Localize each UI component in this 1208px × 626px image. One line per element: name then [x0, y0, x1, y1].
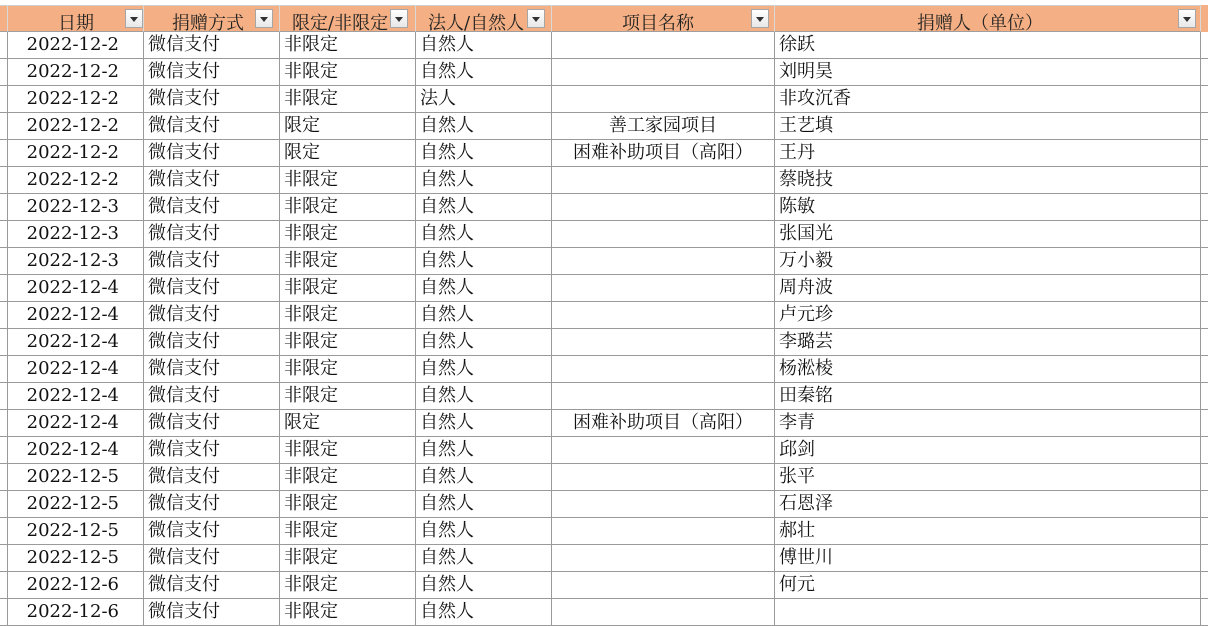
row-edge-cell — [0, 221, 8, 248]
table-row — [0, 248, 1208, 275]
date-cell[interactable]: 2022-12-2 — [8, 86, 144, 113]
header-donor[interactable] — [775, 5, 1201, 32]
restriction-cell[interactable]: 非限定 — [280, 329, 416, 356]
row-trailing-cell — [1201, 302, 1208, 329]
restriction-cell[interactable]: 限定 — [280, 140, 416, 167]
project-cell[interactable] — [552, 437, 775, 464]
entity-type-cell[interactable]: 自然人 — [416, 545, 552, 572]
project-cell[interactable] — [552, 491, 775, 518]
entity-type-cell[interactable]: 自然人 — [416, 437, 552, 464]
date-cell[interactable]: 2022-12-5 — [8, 545, 144, 572]
row-edge-cell — [0, 383, 8, 410]
row-edge-cell — [0, 59, 8, 86]
table-row — [0, 32, 1208, 59]
donor-cell[interactable]: 李璐芸 — [775, 329, 1201, 356]
method-cell[interactable]: 微信支付 — [144, 86, 280, 113]
project-cell[interactable] — [552, 302, 775, 329]
filter-dropdown-icon[interactable] — [1178, 9, 1196, 28]
restriction-cell[interactable]: 非限定 — [280, 86, 416, 113]
restriction-cell[interactable]: 非限定 — [280, 32, 416, 59]
method-cell[interactable]: 微信支付 — [144, 59, 280, 86]
filter-dropdown-icon[interactable] — [255, 9, 273, 28]
row-edge-cell — [0, 167, 8, 194]
table-row — [0, 140, 1208, 167]
header-donation-method[interactable] — [144, 5, 280, 32]
row-edge-cell — [0, 32, 8, 59]
table-row — [0, 572, 1208, 599]
filter-dropdown-icon[interactable] — [527, 9, 545, 28]
row-edge-cell — [0, 113, 8, 140]
header-project-name[interactable] — [552, 5, 775, 32]
method-cell[interactable]: 微信支付 — [144, 221, 280, 248]
donor-cell[interactable]: 刘明昊 — [775, 59, 1201, 86]
restriction-cell[interactable]: 非限定 — [280, 545, 416, 572]
project-cell[interactable] — [552, 383, 775, 410]
row-edge-cell — [0, 572, 8, 599]
donor-cell[interactable]: 王丹 — [775, 140, 1201, 167]
restriction-cell[interactable]: 非限定 — [280, 383, 416, 410]
row-trailing-cell — [1201, 167, 1208, 194]
table-row — [0, 221, 1208, 248]
project-cell[interactable] — [552, 329, 775, 356]
date-cell[interactable]: 2022-12-3 — [8, 194, 144, 221]
table-row — [0, 356, 1208, 383]
date-cell[interactable]: 2022-12-3 — [8, 248, 144, 275]
project-cell[interactable]: 困难补助项目（高阳） — [552, 140, 775, 167]
restriction-cell[interactable]: 非限定 — [280, 302, 416, 329]
table-row — [0, 599, 1208, 626]
restriction-cell[interactable]: 非限定 — [280, 194, 416, 221]
entity-type-cell[interactable]: 自然人 — [416, 302, 552, 329]
donor-cell[interactable]: 卢元珍 — [775, 302, 1201, 329]
table-row — [0, 167, 1208, 194]
row-edge-cell — [0, 356, 8, 383]
project-cell[interactable] — [552, 248, 775, 275]
row-trailing-cell — [1201, 491, 1208, 518]
row-trailing-cell — [1201, 572, 1208, 599]
entity-type-cell[interactable]: 自然人 — [416, 113, 552, 140]
donor-cell[interactable] — [775, 599, 1201, 626]
date-cell[interactable]: 2022-12-4 — [8, 356, 144, 383]
entity-type-cell[interactable]: 法人 — [416, 86, 552, 113]
method-cell[interactable]: 微信支付 — [144, 437, 280, 464]
filter-dropdown-icon[interactable] — [125, 9, 143, 28]
entity-type-cell[interactable]: 自然人 — [416, 518, 552, 545]
row-edge-cell — [0, 599, 8, 626]
date-cell[interactable]: 2022-12-4 — [8, 410, 144, 437]
date-cell[interactable]: 2022-12-5 — [8, 464, 144, 491]
date-cell[interactable]: 2022-12-5 — [8, 518, 144, 545]
method-cell[interactable]: 微信支付 — [144, 275, 280, 302]
table-row — [0, 545, 1208, 572]
row-trailing-cell — [1201, 464, 1208, 491]
row-trailing-cell — [1201, 410, 1208, 437]
table-row — [0, 194, 1208, 221]
date-cell[interactable]: 2022-12-2 — [8, 32, 144, 59]
project-cell[interactable] — [552, 356, 775, 383]
row-edge-cell — [0, 437, 8, 464]
method-cell[interactable]: 微信支付 — [144, 302, 280, 329]
header-project-name-label: 项目名称 — [622, 13, 694, 34]
header-date-label: 日期 — [58, 13, 94, 34]
entity-type-cell[interactable]: 自然人 — [416, 140, 552, 167]
donor-cell[interactable]: 非攻沉香 — [775, 86, 1201, 113]
restriction-cell[interactable]: 非限定 — [280, 275, 416, 302]
row-trailing-cell — [1201, 248, 1208, 275]
header-restriction[interactable] — [280, 5, 416, 32]
entity-type-cell[interactable]: 自然人 — [416, 194, 552, 221]
filter-dropdown-icon[interactable] — [751, 9, 769, 28]
method-cell[interactable]: 微信支付 — [144, 518, 280, 545]
row-trailing-cell — [1201, 518, 1208, 545]
header-edge-cell — [0, 5, 8, 32]
row-trailing-cell — [1201, 383, 1208, 410]
project-cell[interactable] — [552, 167, 775, 194]
method-cell[interactable]: 微信支付 — [144, 356, 280, 383]
header-donor-label: 捐赠人（单位） — [917, 13, 1043, 34]
project-cell[interactable] — [552, 518, 775, 545]
row-edge-cell — [0, 86, 8, 113]
method-cell[interactable]: 微信支付 — [144, 113, 280, 140]
entity-type-cell[interactable]: 自然人 — [416, 329, 552, 356]
method-cell[interactable]: 微信支付 — [144, 167, 280, 194]
table-row — [0, 275, 1208, 302]
entity-type-cell[interactable]: 自然人 — [416, 59, 552, 86]
date-cell[interactable]: 2022-12-4 — [8, 275, 144, 302]
row-trailing-cell — [1201, 194, 1208, 221]
row-edge-cell — [0, 140, 8, 167]
table-row — [0, 86, 1208, 113]
row-trailing-cell — [1201, 113, 1208, 140]
project-cell[interactable] — [552, 464, 775, 491]
restriction-cell[interactable]: 非限定 — [280, 248, 416, 275]
table-row — [0, 437, 1208, 464]
row-trailing-cell — [1201, 545, 1208, 572]
project-cell[interactable] — [552, 545, 775, 572]
donor-cell[interactable]: 蔡晓技 — [775, 167, 1201, 194]
method-cell[interactable]: 微信支付 — [144, 248, 280, 275]
table-row — [0, 518, 1208, 545]
project-cell[interactable] — [552, 572, 775, 599]
donor-cell[interactable]: 王艺填 — [775, 113, 1201, 140]
restriction-cell[interactable]: 非限定 — [280, 59, 416, 86]
table-row — [0, 410, 1208, 437]
restriction-cell[interactable]: 非限定 — [280, 491, 416, 518]
restriction-cell[interactable]: 限定 — [280, 113, 416, 140]
entity-type-cell[interactable]: 自然人 — [416, 383, 552, 410]
date-cell[interactable]: 2022-12-5 — [8, 491, 144, 518]
table-row — [0, 302, 1208, 329]
entity-type-cell[interactable]: 自然人 — [416, 221, 552, 248]
row-trailing-cell — [1201, 275, 1208, 302]
row-edge-cell — [0, 194, 8, 221]
date-cell[interactable]: 2022-12-3 — [8, 221, 144, 248]
table-row — [0, 329, 1208, 356]
row-trailing-cell — [1201, 59, 1208, 86]
row-trailing-cell — [1201, 599, 1208, 626]
header-entity-type-label: 法人/自然人 — [428, 13, 525, 34]
date-cell[interactable]: 2022-12-2 — [8, 167, 144, 194]
entity-type-cell[interactable]: 自然人 — [416, 599, 552, 626]
row-edge-cell — [0, 491, 8, 518]
restriction-cell[interactable]: 非限定 — [280, 599, 416, 626]
method-cell[interactable]: 微信支付 — [144, 383, 280, 410]
entity-type-cell[interactable]: 自然人 — [416, 464, 552, 491]
date-cell[interactable]: 2022-12-2 — [8, 59, 144, 86]
date-cell[interactable]: 2022-12-4 — [8, 383, 144, 410]
row-trailing-cell — [1201, 140, 1208, 167]
entity-type-cell[interactable]: 自然人 — [416, 32, 552, 59]
row-edge-cell — [0, 410, 8, 437]
entity-type-cell[interactable]: 自然人 — [416, 572, 552, 599]
restriction-cell[interactable]: 非限定 — [280, 518, 416, 545]
method-cell[interactable]: 微信支付 — [144, 599, 280, 626]
donor-cell[interactable]: 周舟波 — [775, 275, 1201, 302]
method-cell[interactable]: 微信支付 — [144, 329, 280, 356]
restriction-cell[interactable]: 限定 — [280, 410, 416, 437]
filter-dropdown-icon[interactable] — [390, 9, 408, 28]
row-trailing-cell — [1201, 329, 1208, 356]
row-edge-cell — [0, 302, 8, 329]
donor-cell[interactable]: 徐跃 — [775, 32, 1201, 59]
row-edge-cell — [0, 275, 8, 302]
entity-type-cell[interactable]: 自然人 — [416, 248, 552, 275]
method-cell[interactable]: 微信支付 — [144, 32, 280, 59]
date-cell[interactable]: 2022-12-4 — [8, 302, 144, 329]
method-cell[interactable]: 微信支付 — [144, 491, 280, 518]
header-donation-method-label: 捐赠方式 — [172, 13, 244, 34]
row-edge-cell — [0, 518, 8, 545]
donor-cell[interactable]: 杨淞棱 — [775, 356, 1201, 383]
table-row — [0, 113, 1208, 140]
header-row — [0, 5, 1208, 32]
row-trailing-cell — [1201, 32, 1208, 59]
donor-cell[interactable]: 郝壮 — [775, 518, 1201, 545]
row-edge-cell — [0, 248, 8, 275]
donor-cell[interactable]: 李青 — [775, 410, 1201, 437]
donor-cell[interactable]: 万小毅 — [775, 248, 1201, 275]
table-row — [0, 464, 1208, 491]
donor-cell[interactable]: 张国光 — [775, 221, 1201, 248]
project-cell[interactable]: 困难补助项目（高阳） — [552, 410, 775, 437]
donor-cell[interactable]: 田秦铭 — [775, 383, 1201, 410]
project-cell[interactable] — [552, 275, 775, 302]
entity-type-cell[interactable]: 自然人 — [416, 275, 552, 302]
project-cell[interactable] — [552, 59, 775, 86]
donor-cell[interactable]: 陈敏 — [775, 194, 1201, 221]
entity-type-cell[interactable]: 自然人 — [416, 410, 552, 437]
restriction-cell[interactable]: 非限定 — [280, 356, 416, 383]
row-trailing-cell — [1201, 356, 1208, 383]
date-cell[interactable]: 2022-12-2 — [8, 113, 144, 140]
entity-type-cell[interactable]: 自然人 — [416, 167, 552, 194]
donor-cell[interactable]: 石恩泽 — [775, 491, 1201, 518]
project-cell[interactable]: 善工家园项目 — [552, 113, 775, 140]
method-cell[interactable]: 微信支付 — [144, 572, 280, 599]
header-date[interactable] — [8, 5, 144, 32]
table-row — [0, 383, 1208, 410]
restriction-cell[interactable]: 非限定 — [280, 464, 416, 491]
donor-cell[interactable]: 何元 — [775, 572, 1201, 599]
donor-cell[interactable]: 张平 — [775, 464, 1201, 491]
project-cell[interactable] — [552, 194, 775, 221]
row-trailing-cell — [1201, 221, 1208, 248]
row-trailing-cell — [1201, 86, 1208, 113]
project-cell[interactable] — [552, 221, 775, 248]
restriction-cell[interactable]: 非限定 — [280, 437, 416, 464]
restriction-cell[interactable]: 非限定 — [280, 167, 416, 194]
header-restriction-label: 限定/非限定 — [292, 13, 389, 34]
project-cell[interactable] — [552, 86, 775, 113]
row-edge-cell — [0, 545, 8, 572]
restriction-cell[interactable]: 非限定 — [280, 221, 416, 248]
date-cell[interactable]: 2022-12-6 — [8, 599, 144, 626]
date-cell[interactable]: 2022-12-6 — [8, 572, 144, 599]
method-cell[interactable]: 微信支付 — [144, 464, 280, 491]
row-edge-cell — [0, 329, 8, 356]
date-cell[interactable]: 2022-12-4 — [8, 437, 144, 464]
row-trailing-cell — [1201, 437, 1208, 464]
method-cell[interactable]: 微信支付 — [144, 140, 280, 167]
method-cell[interactable]: 微信支付 — [144, 194, 280, 221]
date-cell[interactable]: 2022-12-4 — [8, 329, 144, 356]
row-edge-cell — [0, 464, 8, 491]
donor-cell[interactable]: 傅世川 — [775, 545, 1201, 572]
date-cell[interactable]: 2022-12-2 — [8, 140, 144, 167]
entity-type-cell[interactable]: 自然人 — [416, 491, 552, 518]
method-cell[interactable]: 微信支付 — [144, 545, 280, 572]
restriction-cell[interactable]: 非限定 — [280, 572, 416, 599]
method-cell[interactable]: 微信支付 — [144, 410, 280, 437]
donor-cell[interactable]: 邱剑 — [775, 437, 1201, 464]
project-cell[interactable] — [552, 599, 775, 626]
table-row — [0, 59, 1208, 86]
project-cell[interactable] — [552, 32, 775, 59]
header-entity-type[interactable] — [416, 5, 552, 32]
table-row — [0, 491, 1208, 518]
entity-type-cell[interactable]: 自然人 — [416, 356, 552, 383]
